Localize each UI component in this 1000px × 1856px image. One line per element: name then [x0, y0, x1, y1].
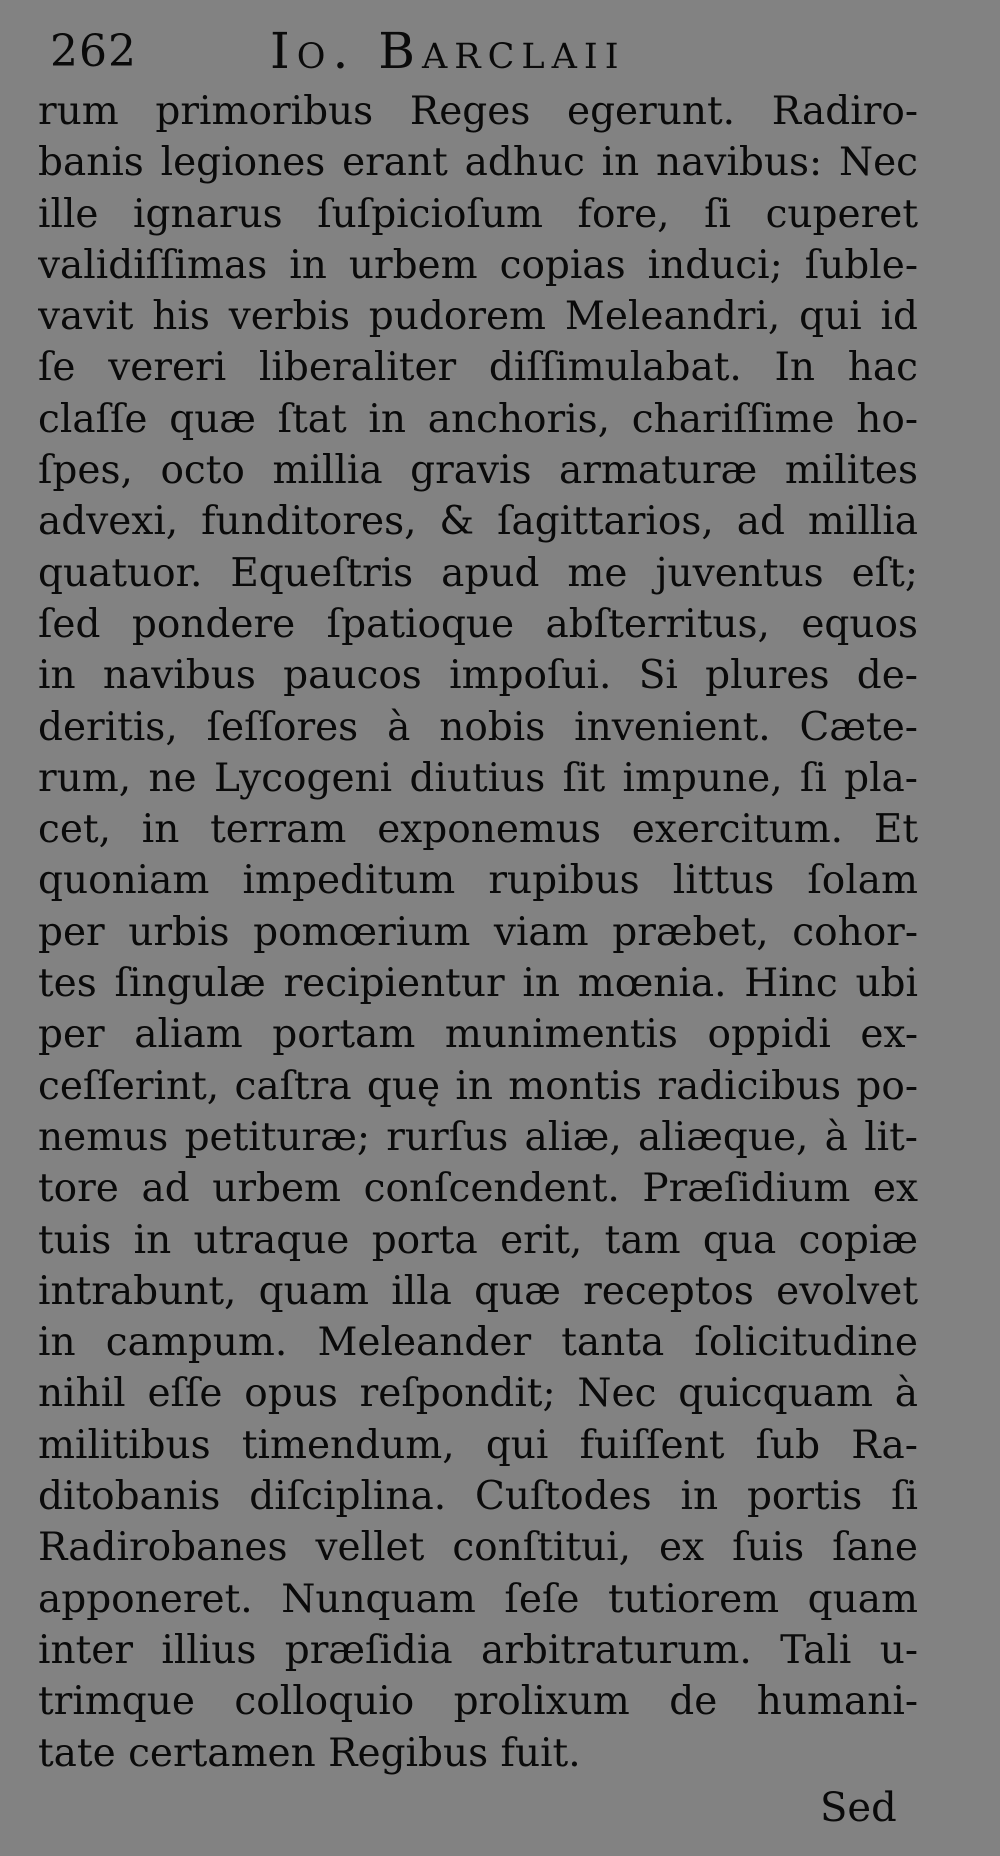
- text-line: trimque colloquio prolixum de humani-: [38, 1679, 918, 1725]
- catchword: Sed: [820, 1785, 897, 1831]
- text-line: tate certamen Regibus fuit.: [38, 1730, 581, 1776]
- text-line: rum, ne Lycogeni diutius ſit impune, ſi pla-: [38, 755, 918, 801]
- text-line: per urbis pomœrium viam præbet, cohor-: [38, 909, 918, 955]
- text-line: vavit his verbis pudorem Meleandri, qui id: [38, 294, 918, 340]
- text-line: militibus timendum, qui fuiſſent ſub Ra-: [38, 1422, 918, 1468]
- text-line: rum primoribus Reges egerunt. Radiro-: [38, 89, 918, 134]
- text-line: in campum. Meleander tanta ſolicitudine: [38, 1320, 918, 1366]
- text-line: deritis, ſeſſores à nobis invenient. Cæte-: [38, 704, 918, 750]
- text-line: per aliam portam munimentis oppidi ex-: [38, 1012, 918, 1058]
- text-line: nemus petituræ; rurſus aliæ, aliæque, à lit-: [38, 1114, 918, 1160]
- page-header: [50, 22, 950, 92]
- text-line: banis legiones erant adhuc in navibus: Nec: [38, 140, 918, 186]
- text-line: quatuor. Equeſtris apud me juventus eſt;: [38, 550, 918, 596]
- text-line: Radirobanes vellet conſtitui, ex ſuis ſane: [38, 1525, 918, 1571]
- text-line: tes ſingulæ recipientur in mœnia. Hinc ubi: [38, 961, 918, 1007]
- text-line: ille ignarus ſuſpicioſum fore, ſi cuperet: [38, 191, 918, 237]
- body-text: [38, 86, 918, 1779]
- text-line: cet, in terram exponemus exercitum. Et: [38, 807, 918, 853]
- running-head: Io. Barclaii: [270, 22, 626, 80]
- text-line: tore ad urbem conſcendent. Præſidium ex: [38, 1166, 918, 1212]
- text-line: validiſſimas in urbem copias induci; ſuble-: [38, 242, 918, 288]
- text-line: claſſe quæ ſtat in anchoris, chariſſime ho-: [38, 396, 918, 442]
- text-line: advexi, funditores, & ſagittarios, ad millia: [38, 499, 918, 545]
- text-line: in navibus paucos impoſui. Si plures de-: [38, 653, 918, 699]
- text-line: ſed pondere ſpatioque abſterritus, equos: [38, 601, 918, 647]
- page-number: 262: [50, 26, 137, 77]
- text-line: ſpes, octo millia gravis armaturæ milites: [38, 448, 918, 494]
- text-line: inter illius præſidia arbitraturum. Tali u-: [38, 1627, 918, 1673]
- text-line: ſe vereri liberaliter diſſimulabat. In hac: [38, 345, 918, 391]
- text-line: ditobanis diſciplina. Cuſtodes in portis ſi: [38, 1474, 918, 1520]
- text-line: apponeret. Nunquam ſeſe tutiorem quam: [38, 1576, 918, 1622]
- text-line: ceſſerint, caſtra quę in montis radicibus po-: [38, 1063, 918, 1109]
- text-line: tuis in utraque porta erit, tam qua copiæ: [38, 1217, 918, 1263]
- text-line: intrabunt, quam illa quæ receptos evolvet: [38, 1268, 918, 1314]
- text-line: quoniam impeditum rupibus littus ſolam: [38, 858, 918, 904]
- text-line: nihil eſſe opus reſpondit; Nec quicquam à: [38, 1371, 918, 1417]
